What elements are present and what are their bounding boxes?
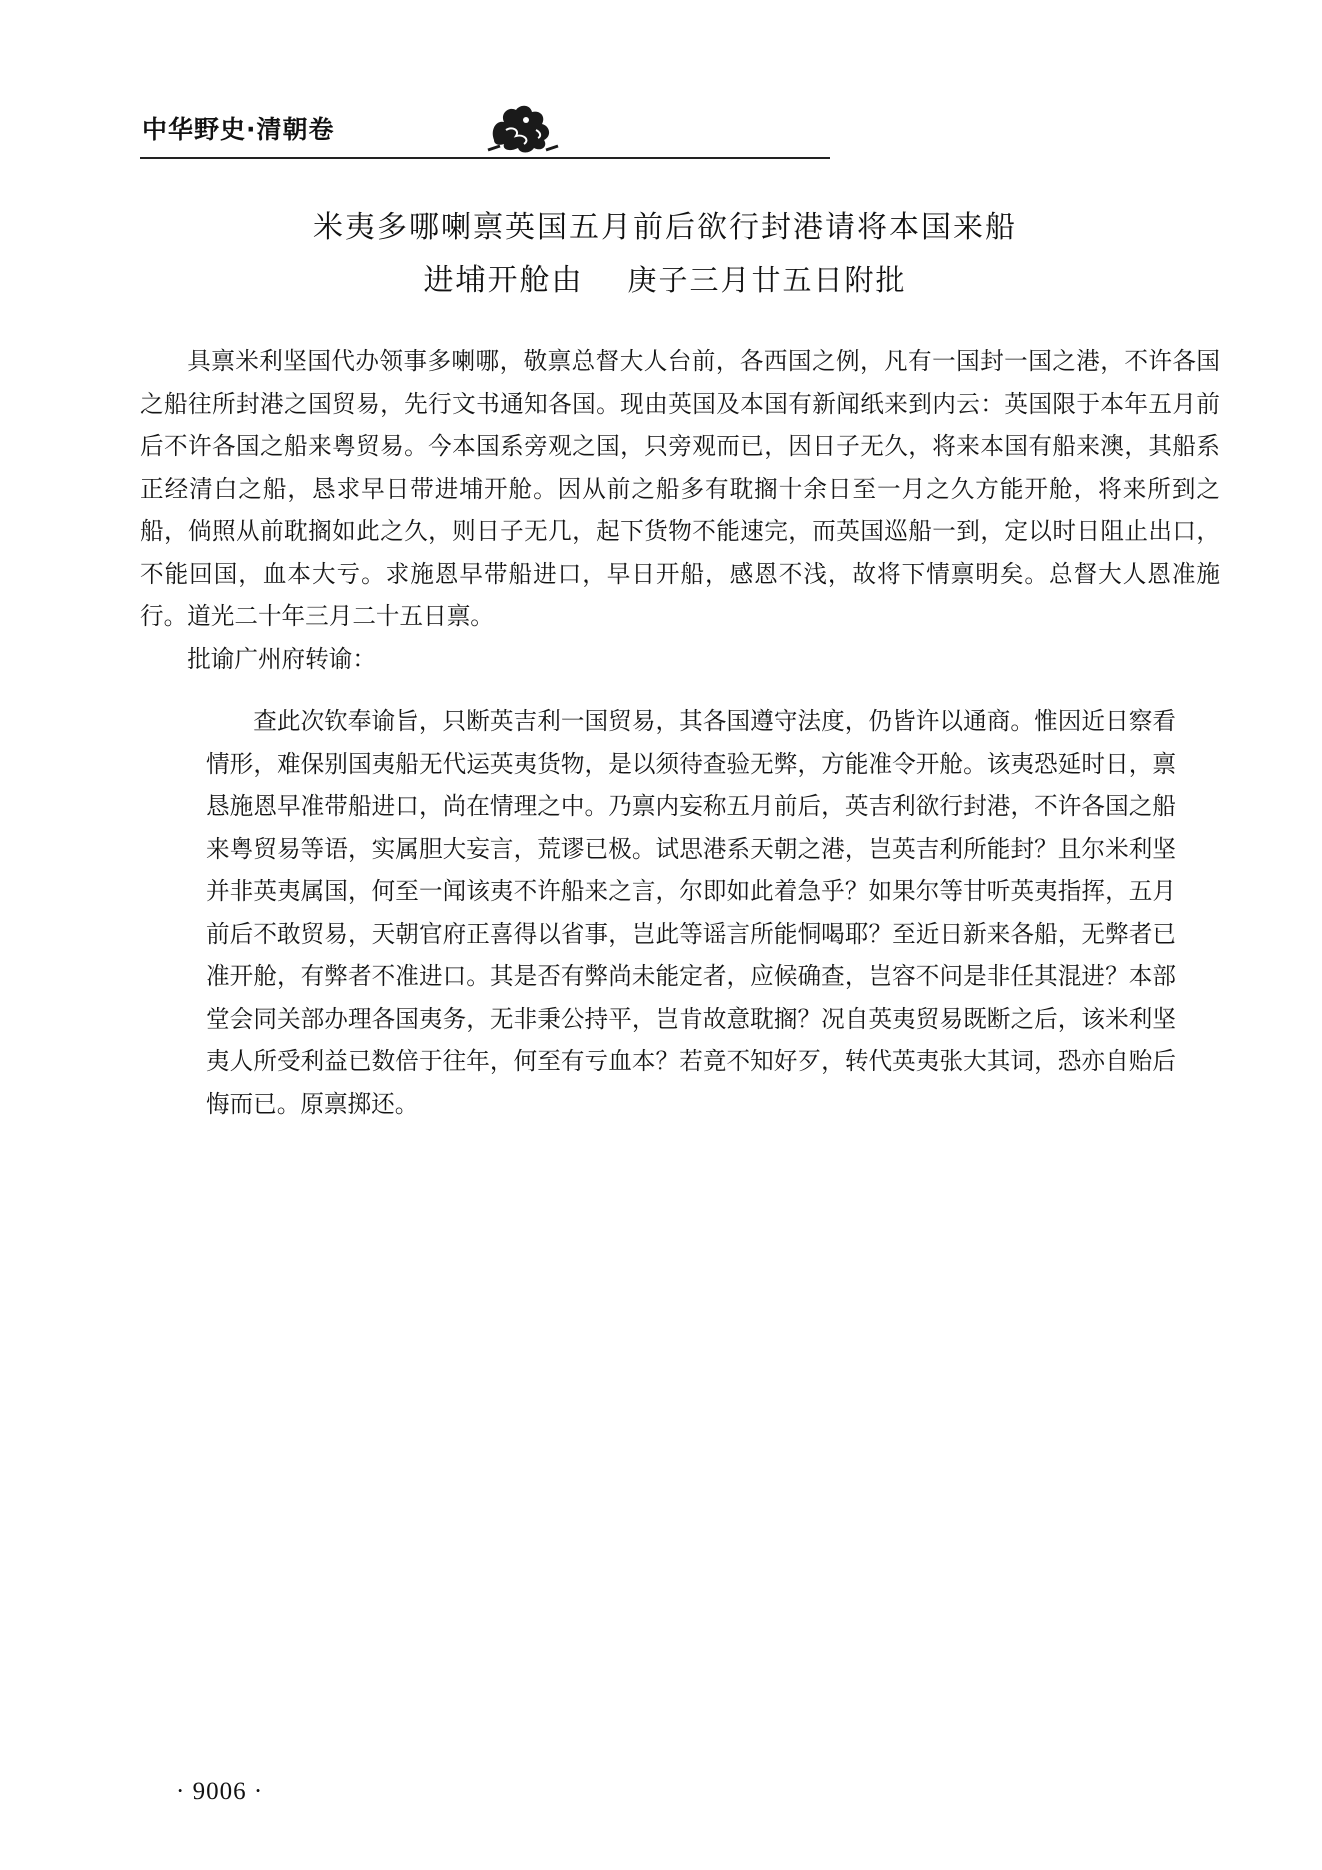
header-rule	[140, 157, 830, 159]
title-line-2	[200, 254, 1130, 307]
reply-paragraph	[206, 700, 1176, 1125]
running-title: 中华野史·清朝卷	[142, 115, 335, 144]
title-line-1: 米夷多哪喇禀英国五月前后欲行封港请将本国来船	[313, 210, 1017, 245]
title-date-note: 庚子三月廿五日附批	[627, 263, 907, 297]
page-number: · 9006 ·	[176, 1778, 264, 1805]
petition-section	[140, 340, 1220, 680]
document-title	[200, 202, 1130, 307]
reply-text: 查此次钦奉谕旨，只断英吉利一国贸易，其各国遵守法度，仍皆许以通商。惟因近日察看情形，难保别国夷船无代运英夷货物，是以须待查验无弊，方能准令开舱。该夷恐延时日，禀恳施恩早准带船进口，尚在情理之中。乃禀内妄称五月前后，英吉利欲行封港，不许各国之船来粤贸易等语，实属胆大妄言，荒谬已极。试思港系天朝之港，岂英吉利所能封？且尔米利坚并非英夷属国，何至一闻该夷不许船来之言，尔即如此着急乎？如果尔等甘听英夷指挥，五月前后不敢贸易，天朝官府正喜得以省事，岂此等谣言所能恫喝耶？至近日新来各船，无弊者已准开舱，有弊者不准进口。其是否有弊尚未能定者，应候确查，岂容不问是非任其混进？本部堂会同关部办理各国夷务，无非秉公持平，岂肯故意耽搁？况自英夷贸易既断之后，该米利坚夷人所受利益已数倍于往年，何至有亏血本？若竟不知好歹，转代英夷张大其词，恐亦自贻后悔而已。原禀掷还。	[206, 707, 1176, 1118]
petition-paragraph: 具禀米利坚国代办领事多喇哪，敬禀总督大人台前，各西国之例，凡有一国封一国之港，不许各国之船往所封港之国贸易，先行文书通知各国。现由英国及本国有新闻纸来到内云：英国限于本年五月前后不许各国之船来粤贸易。今本国系旁观之国，只旁观而已，因日子无久，将来本国有船来澳，其船系正经清白之船，恳求早日带进埔开舱。因从前之船多有耽搁十余日至一月之久方能开舱，将来所到之船，倘照从前耽搁如此之久，则日子无几，起下货物不能速完，而英国巡船一到，定以时日阻止出口，不能回国，血本大亏。求施恩早带船进口，早日开船，感恩不浅，故将下情禀明矣。总督大人恩准施行。道光二十年三月二十五日禀。	[140, 347, 1220, 630]
title-line-2-main: 进埔开舱由	[423, 263, 584, 298]
reply-heading: 批谕广州府转谕：	[187, 644, 376, 673]
running-header	[140, 100, 840, 160]
dragon-emblem-icon	[486, 100, 560, 156]
reply-section	[206, 700, 1176, 1125]
